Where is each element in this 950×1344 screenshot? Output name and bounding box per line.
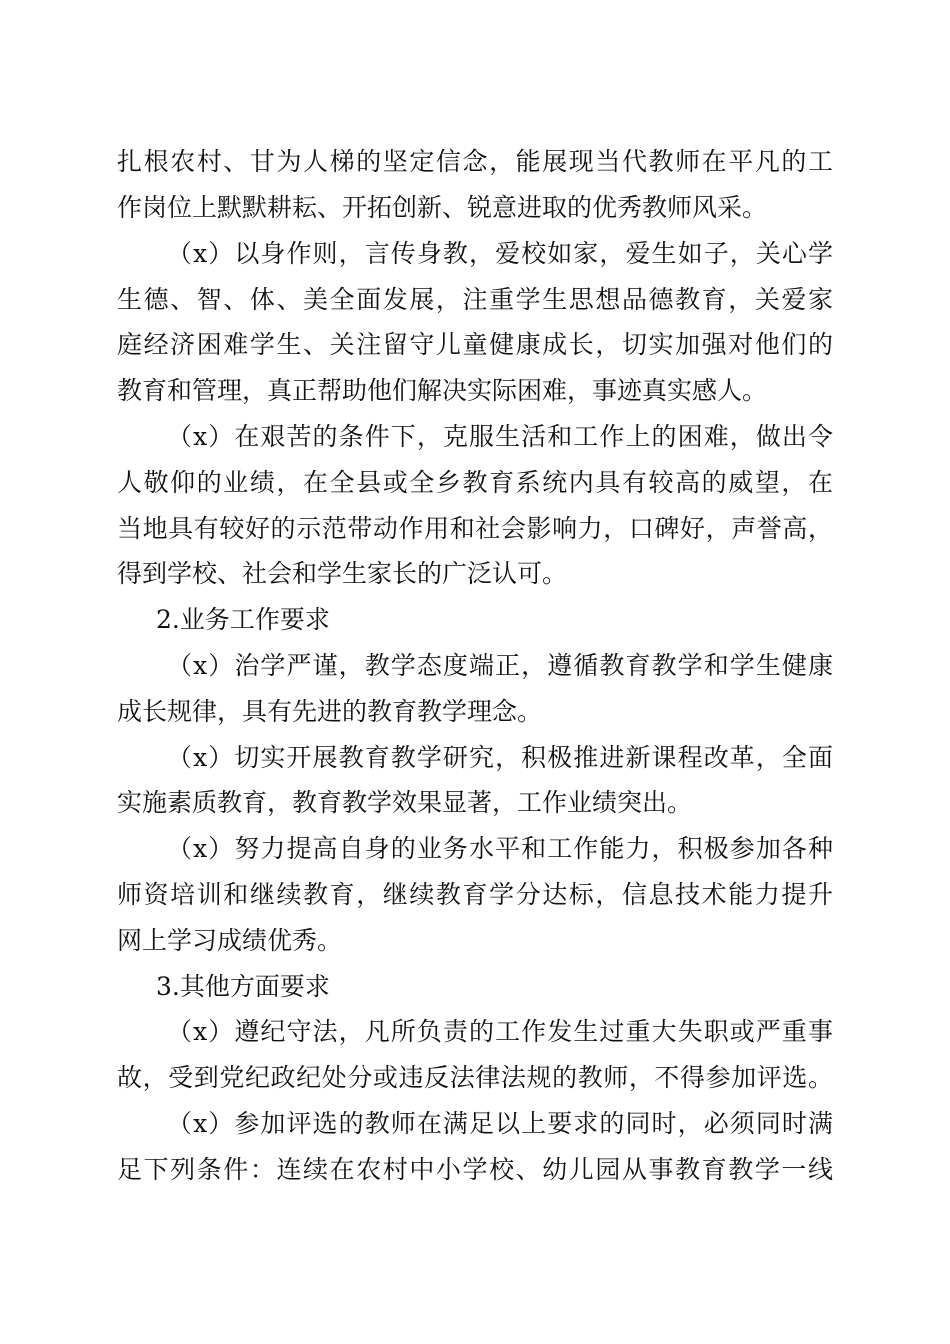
text-line: 人敬仰的业绩，在全县或全乡教育系统内具有较高的威望，在	[117, 468, 833, 497]
text-line: 作岗位上默默耕耘、开拓创新、锐意进取的优秀教师风采。	[117, 193, 768, 222]
text-line: （x）以身作则，言传身教，爱校如家，爱生如子，关心学	[167, 239, 833, 268]
text-line: （x）努力提高自身的业务水平和工作能力，积极参加各种	[167, 834, 833, 863]
text-line: （x）遵纪守法，凡所负责的工作发生过重大失职或严重事	[167, 1017, 833, 1046]
text-line: 庭经济困难学生、关注留守儿童健康成长，切实加强对他们的	[117, 330, 833, 359]
section-heading-other: 3.其他方面要求	[156, 972, 330, 1001]
text-line: 实施素质教育，教育教学效果显著，工作业绩突出。	[117, 788, 693, 817]
text-line: 当地具有较好的示范带动作用和社会影响力，口碑好，声誉高，	[117, 514, 833, 543]
text-line: （x）在艰苦的条件下，克服生活和工作上的困难，做出令	[167, 422, 833, 451]
text-line: 网上学习成绩优秀。	[117, 926, 343, 955]
text-line: （x）治学严谨，教学态度端正，遵循教育教学和学生健康	[167, 651, 833, 680]
text-line: 故，受到党纪政纪处分或违反法律法规的教师，不得参加评选。	[117, 1063, 833, 1092]
text-line: 足下列条件：连续在农村中小学校、幼儿园从事教育教学一线	[117, 1155, 833, 1184]
text-line: 生德、智、体、美全面发展，注重学生思想品德教育，关爱家	[117, 285, 833, 314]
text-line: 成长规律，具有先进的教育教学理念。	[117, 697, 543, 726]
text-line: （x）参加评选的教师在满足以上要求的同时，必须同时满	[167, 1109, 833, 1138]
section-heading-business: 2.业务工作要求	[156, 605, 330, 634]
text-line: 扎根农村、甘为人梯的坚定信念，能展现当代教师在平凡的工	[117, 147, 833, 176]
text-line: （x）切实开展教育教学研究，积极推进新课程改革，全面	[167, 743, 833, 772]
text-line: 师资培训和继续教育，继续教育学分达标，信息技术能力提升	[117, 880, 833, 909]
text-line: 得到学校、社会和学生家长的广泛认可。	[117, 559, 568, 588]
text-line: 教育和管理，真正帮助他们解决实际困难，事迹真实感人。	[117, 376, 768, 405]
